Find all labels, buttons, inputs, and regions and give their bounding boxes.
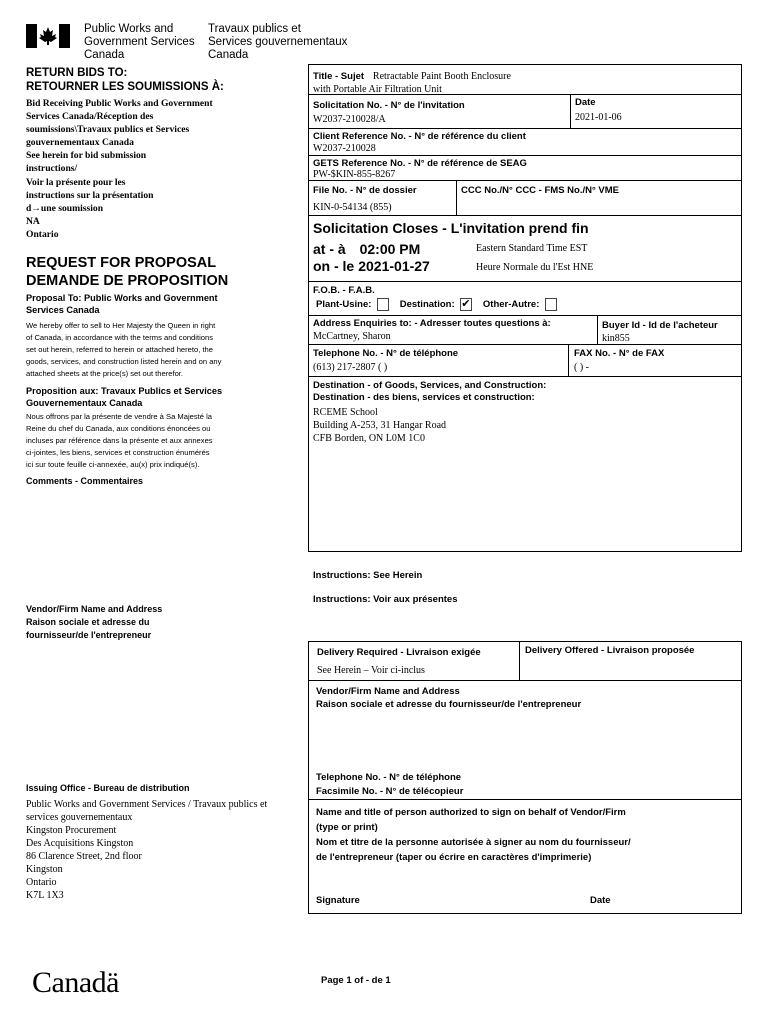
rfp-heading: REQUEST FOR PROPOSAL DEMANDE DE PROPOSITION [26, 255, 229, 289]
solicitation-label: Solicitation No. - N° de l'invitation [313, 100, 465, 111]
proposal-to-fr: Proposition aux: Travaux Publics et Services Gouvernementaux Canada [26, 386, 223, 408]
closing-date [313, 258, 430, 274]
closes-title: Solicitation Closes - L'invitation prend fin [313, 220, 589, 236]
vendor-phone-labels [316, 771, 463, 799]
delivery-required-value: See Herein – Voir ci-inclus [317, 665, 425, 676]
delivery-offered-input[interactable] [525, 660, 737, 677]
offer-text-fr: Nous offrons par la présente de vendre à Sa Majesté la Reine du chef du Canada, aux conditions énoncées ou incluses par référence dans la présente et aux annexes ci-jointes, les biens, services et construction énumérés ici sur toute feuille ci-annexée, au(x) prix indiqué(s). [26, 412, 213, 469]
title-value-line2: with Portable Air Filtration Unit [313, 84, 442, 95]
ccc-label: CCC No./N° CCC - FMS No./N° VME [461, 185, 620, 196]
title-label: Title - Sujet [313, 71, 365, 82]
instructions-en: Instructions: See Herein [313, 570, 423, 581]
signature-label: Signature [316, 895, 360, 906]
gets-label: GETS Reference No. - N° de référence de SEAG [313, 158, 527, 169]
date-label: Date [575, 97, 596, 108]
on-label: on - le [313, 258, 355, 274]
file-value: KIN-0-54134 (855) [313, 202, 392, 213]
signature-date-label: Date [590, 895, 611, 906]
telephone-label: Telephone No. - N° de téléphone [313, 348, 459, 359]
client-ref-label: Client Reference No. - N° de référence du client [313, 131, 526, 142]
proposal-to-en: Proposal To: Public Works and Government Services Canada [26, 293, 218, 315]
file-label: File No. - N° de dossier [313, 185, 417, 196]
return-address: Bid Receiving Public Works and Government Services Canada/Réception des soumissions\Travaux publics et Services gouvernementaux Canada See herein for bid submission instructions/ Voir la présente pour les instructions sur la présentation d→une soumission NA Ontario [26, 98, 213, 240]
authorized-person-input[interactable] [316, 866, 736, 890]
vendor-facsimile-label: Facsimile No. - N° de télécopieur [316, 786, 464, 797]
instructions-fr: Instructions: Voir aux présentes [313, 594, 458, 605]
plant-label: Plant-Usine: [316, 299, 372, 311]
closing-date-value: 2021-01-27 [358, 258, 430, 274]
return-bids-heading: RETURN BIDS TO: RETOURNER LES SOUMISSIONS À: [26, 67, 224, 93]
vendor-telephone-label: Telephone No. - N° de téléphone [316, 772, 462, 783]
destination-goods-label: Destination - of Goods, Services, and Construction: Destination - des biens, services et construction: [313, 380, 547, 403]
fax-label: FAX No. - N° de FAX [574, 348, 665, 359]
address-enquiries-value: McCartney, Sharon [313, 331, 391, 342]
authorized-person-label: Name and title of person authorized to sign on behalf of Vendor/Firm (type or print) Nom et titre de la personne autorisée à signer au nom du fournisseur/ de l'entrepreneur (taper ou écrire en caractères d'imprimerie) [316, 807, 631, 863]
buyer-id-value: kin855 [602, 333, 630, 344]
department-name-en: Public Works and Government Services Canada [84, 23, 195, 61]
client-ref-value: W2037-210028 [313, 143, 376, 154]
buyer-id-label: Buyer Id - Id de l'acheteur [602, 320, 718, 331]
other-checkbox[interactable] [545, 298, 557, 311]
canada-flag-icon [26, 24, 70, 48]
telephone-value: (613) 217-2807 ( ) [313, 362, 388, 373]
gets-value: PW-$KIN-855-8267 [313, 169, 396, 180]
comments-label: Comments - Commentaires [26, 476, 144, 486]
offer-text-en: We hereby offer to sell to Her Majesty the Queen in right of Canada, in accordance with the terms and conditions set out herein, referred to herein or attached hereto, the goods, services, and construction listed herein and on any attached sheets at the price(s) set out therefor. [26, 321, 222, 378]
timezone-en: Eastern Standard Time EST [476, 243, 588, 254]
at-label: at - à [313, 241, 346, 257]
closing-time [313, 241, 420, 257]
solicitation-value: W2037-210028/A [313, 114, 386, 125]
title-value: Retractable Paint Booth Enclosure [372, 71, 511, 82]
time-value: 02:00 PM [359, 241, 421, 257]
other-label: Other-Autre: [482, 299, 540, 311]
check-mark-icon: ✔ [461, 297, 471, 310]
destination-checkbox[interactable] [460, 298, 472, 311]
issuing-office-label: Issuing Office - Bureau de distribution [26, 783, 190, 793]
vendor-name-input[interactable] [316, 714, 736, 766]
destination-address: RCEME School Building A-253, 31 Hangar Road CFB Borden, ON L0M 1C0 [313, 407, 447, 444]
title-field [313, 66, 733, 96]
page-number: Page 1 of - de 1 [321, 975, 391, 986]
destination-option-label: Destination: [399, 299, 455, 311]
fax-value: ( ) - [574, 362, 589, 373]
plant-checkbox[interactable] [377, 298, 389, 311]
timezone-fr: Heure Normale du l'Est HNE [476, 262, 594, 273]
issuing-office-address: Public Works and Government Services / Travaux publics et services gouvernementaux Kingston Procurement Des Acquisitions Kingston 86 Clarence Street, 2nd floor Kingston Ontario K7L 1X3 [26, 799, 268, 901]
delivery-offered-label: Delivery Offered - Livraison proposée [525, 645, 695, 656]
vendor-name-label: Vendor/Firm Name and Address Raison sociale et adresse du fournisseur/de l'entrepreneur [316, 686, 582, 710]
department-name-fr: Travaux publics et Services gouvernementaux Canada [208, 23, 348, 61]
address-enquiries-label: Address Enquiries to: - Adresser toutes questions à: [313, 318, 551, 329]
date-value: 2021-01-06 [575, 112, 622, 123]
vendor-name-label-left: Vendor/Firm Name and Address Raison sociale et adresse du fournisseur/de l'entrepreneur [26, 604, 163, 640]
canada-wordmark: Canadä [32, 966, 119, 999]
delivery-required-label: Delivery Required - Livraison exigée [317, 647, 481, 658]
fob-label: F.O.B. - F.A.B. [313, 285, 375, 296]
fob-options [316, 298, 557, 311]
